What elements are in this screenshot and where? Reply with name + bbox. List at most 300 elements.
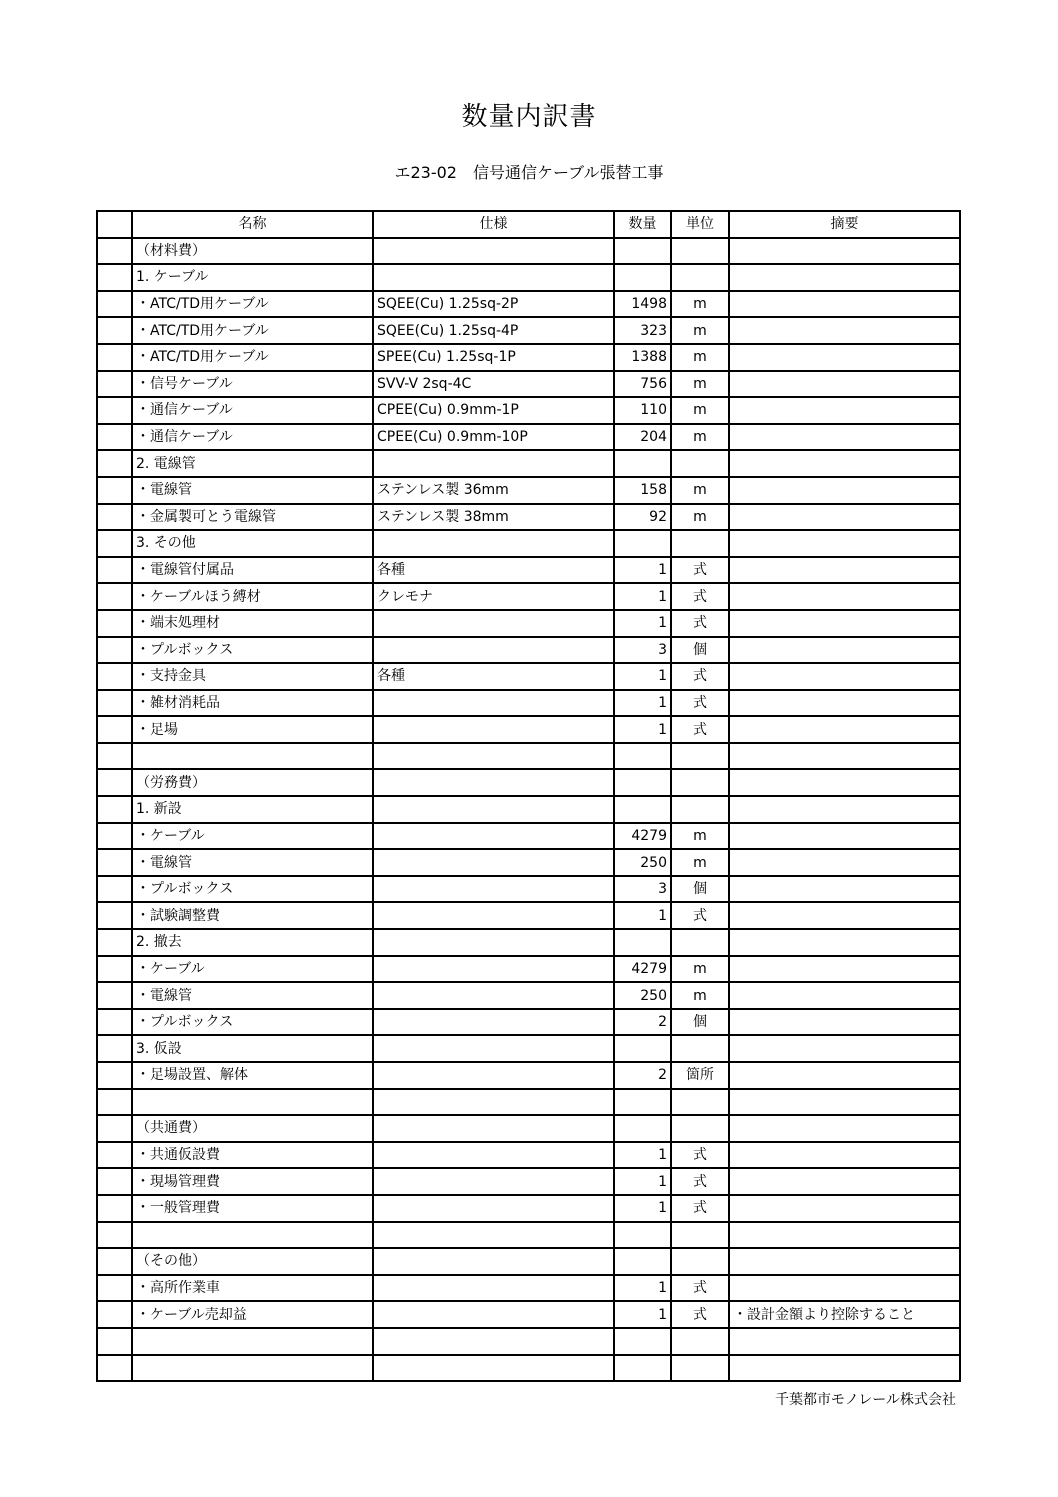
document-subtitle: エ23-02 信号通信ケーブル張替工事 — [394, 163, 664, 182]
item-quantity-cell — [614, 743, 671, 770]
item-name-cell: ・一般管理費 — [132, 1195, 373, 1222]
quantity-table — [96, 210, 961, 1382]
table-row — [97, 1168, 960, 1195]
item-spec-cell — [373, 743, 614, 770]
table-row — [97, 849, 960, 876]
row-index-cell — [97, 264, 132, 291]
item-note-cell — [729, 982, 960, 1009]
table-row — [97, 743, 960, 770]
table-row — [97, 1062, 960, 1089]
item-quantity-cell: 1 — [614, 610, 671, 637]
table-row — [97, 769, 960, 796]
item-unit-cell: m — [671, 291, 729, 318]
item-note-cell — [729, 450, 960, 477]
item-unit-cell: 式 — [671, 1195, 729, 1222]
table-row — [97, 690, 960, 717]
item-name-cell: ・ケーブル — [132, 823, 373, 850]
item-note-cell — [729, 690, 960, 717]
item-unit-cell: m — [671, 849, 729, 876]
item-quantity-cell: 1498 — [614, 291, 671, 318]
item-name-cell: 2. 電線管 — [132, 450, 373, 477]
item-note-cell — [729, 743, 960, 770]
document-title: 数量内訳書 — [461, 102, 597, 132]
item-quantity-cell — [614, 450, 671, 477]
table-body — [97, 238, 960, 1382]
row-index-cell — [97, 902, 132, 929]
table-row — [97, 1222, 960, 1249]
item-spec-cell: 各種 — [373, 663, 614, 690]
item-quantity-cell: 1 — [614, 1142, 671, 1169]
row-index-cell — [97, 1168, 132, 1195]
item-spec-cell — [373, 956, 614, 983]
table-row — [97, 929, 960, 956]
item-quantity-cell — [614, 1328, 671, 1355]
table-row — [97, 238, 960, 265]
table-row — [97, 424, 960, 451]
item-note-cell — [729, 929, 960, 956]
row-index-cell — [97, 663, 132, 690]
item-spec-cell — [373, 876, 614, 903]
row-index-cell — [97, 1275, 132, 1302]
item-unit-cell: 式 — [671, 1275, 729, 1302]
item-spec-cell — [373, 530, 614, 557]
item-note-cell — [729, 1355, 960, 1382]
item-name-cell: ・足場設置、解体 — [132, 1062, 373, 1089]
item-quantity-cell — [614, 530, 671, 557]
item-unit-cell — [671, 450, 729, 477]
table-row — [97, 823, 960, 850]
item-note-cell: ・設計金額より控除すること — [729, 1301, 960, 1328]
item-quantity-cell — [614, 1222, 671, 1249]
item-spec-cell — [373, 982, 614, 1009]
item-spec-cell — [373, 716, 614, 743]
item-name-cell: （共通費） — [132, 1115, 373, 1142]
item-unit-cell — [671, 743, 729, 770]
item-unit-cell: 式 — [671, 1168, 729, 1195]
item-unit-cell: m — [671, 397, 729, 424]
row-index-cell — [97, 238, 132, 265]
row-index-cell — [97, 876, 132, 903]
item-note-cell — [729, 716, 960, 743]
item-spec-cell — [373, 1275, 614, 1302]
table-row — [97, 982, 960, 1009]
item-unit-cell: m — [671, 317, 729, 344]
item-unit-cell — [671, 769, 729, 796]
item-quantity-cell: 323 — [614, 317, 671, 344]
item-note-cell — [729, 823, 960, 850]
row-index-cell — [97, 1301, 132, 1328]
item-quantity-cell: 250 — [614, 849, 671, 876]
row-index-cell — [97, 557, 132, 584]
item-unit-cell: m — [671, 823, 729, 850]
item-spec-cell — [373, 1248, 614, 1275]
item-note-cell — [729, 1195, 960, 1222]
table-row — [97, 530, 960, 557]
item-note-cell — [729, 371, 960, 398]
item-unit-cell — [671, 238, 729, 265]
item-note-cell — [729, 317, 960, 344]
item-note-cell — [729, 344, 960, 371]
item-unit-cell: 式 — [671, 583, 729, 610]
item-spec-cell — [373, 690, 614, 717]
item-spec-cell: ステンレス製 36mm — [373, 477, 614, 504]
item-name-cell: 1. ケーブル — [132, 264, 373, 291]
item-quantity-cell: 1 — [614, 557, 671, 584]
item-name-cell: ・プルボックス — [132, 637, 373, 664]
item-quantity-cell: 1 — [614, 690, 671, 717]
item-name-cell: ・端末処理材 — [132, 610, 373, 637]
item-spec-cell: CPEE(Cu) 0.9mm-1P — [373, 397, 614, 424]
table-row — [97, 371, 960, 398]
table-row — [97, 1328, 960, 1355]
row-index-cell — [97, 1035, 132, 1062]
item-spec-cell — [373, 1062, 614, 1089]
item-spec-cell: SVV-V 2sq-4C — [373, 371, 614, 398]
item-spec-cell — [373, 1328, 614, 1355]
item-unit-cell: 式 — [671, 690, 729, 717]
item-name-cell: ・支持金具 — [132, 663, 373, 690]
item-spec-cell — [373, 902, 614, 929]
item-name-cell: ・ケーブル — [132, 956, 373, 983]
item-name-cell: 1. 新設 — [132, 796, 373, 823]
row-index-cell — [97, 716, 132, 743]
table-row — [97, 1275, 960, 1302]
row-index-cell — [97, 583, 132, 610]
item-unit-cell: m — [671, 956, 729, 983]
item-spec-cell: SQEE(Cu) 1.25sq-2P — [373, 291, 614, 318]
item-unit-cell: 式 — [671, 1301, 729, 1328]
table-row — [97, 450, 960, 477]
table-row — [97, 557, 960, 584]
item-spec-cell: CPEE(Cu) 0.9mm-10P — [373, 424, 614, 451]
row-index-cell — [97, 1355, 132, 1382]
item-quantity-cell: 4279 — [614, 956, 671, 983]
item-unit-cell — [671, 1248, 729, 1275]
item-unit-cell — [671, 796, 729, 823]
item-note-cell — [729, 1275, 960, 1302]
item-note-cell — [729, 876, 960, 903]
item-unit-cell — [671, 264, 729, 291]
item-name-cell — [132, 743, 373, 770]
item-quantity-cell: 1 — [614, 1301, 671, 1328]
item-quantity-cell — [614, 929, 671, 956]
row-index-cell — [97, 397, 132, 424]
item-spec-cell — [373, 1089, 614, 1116]
item-quantity-cell — [614, 1035, 671, 1062]
item-note-cell — [729, 1062, 960, 1089]
item-unit-cell: m — [671, 504, 729, 531]
row-index-cell — [97, 849, 132, 876]
item-note-cell — [729, 610, 960, 637]
item-quantity-cell: 110 — [614, 397, 671, 424]
item-name-cell: ・電線管付属品 — [132, 557, 373, 584]
row-index-cell — [97, 769, 132, 796]
item-name-cell: ・ケーブルほう縛材 — [132, 583, 373, 610]
item-note-cell — [729, 397, 960, 424]
table-row — [97, 796, 960, 823]
item-quantity-cell: 204 — [614, 424, 671, 451]
item-unit-cell: m — [671, 344, 729, 371]
row-index-cell — [97, 743, 132, 770]
row-index-cell — [97, 317, 132, 344]
item-name-cell: ・試験調整費 — [132, 902, 373, 929]
item-note-cell — [729, 849, 960, 876]
table-row — [97, 397, 960, 424]
table-row — [97, 317, 960, 344]
row-index-cell — [97, 823, 132, 850]
item-name-cell: ・雑材消耗品 — [132, 690, 373, 717]
header-index — [97, 211, 132, 238]
item-quantity-cell — [614, 796, 671, 823]
item-name-cell: ・プルボックス — [132, 1009, 373, 1036]
item-name-cell: ・信号ケーブル — [132, 371, 373, 398]
row-index-cell — [97, 1009, 132, 1036]
item-spec-cell — [373, 1195, 614, 1222]
item-name-cell: ・共通仮設費 — [132, 1142, 373, 1169]
item-unit-cell — [671, 1115, 729, 1142]
item-note-cell — [729, 1328, 960, 1355]
table-row — [97, 1089, 960, 1116]
item-unit-cell: m — [671, 982, 729, 1009]
item-note-cell — [729, 1222, 960, 1249]
item-note-cell — [729, 291, 960, 318]
item-spec-cell: ステンレス製 38mm — [373, 504, 614, 531]
item-spec-cell: SPEE(Cu) 1.25sq-1P — [373, 344, 614, 371]
item-name-cell: ・プルボックス — [132, 876, 373, 903]
item-name-cell: ・通信ケーブル — [132, 424, 373, 451]
item-unit-cell: 箇所 — [671, 1062, 729, 1089]
row-index-cell — [97, 956, 132, 983]
table-row — [97, 902, 960, 929]
item-unit-cell: m — [671, 371, 729, 398]
row-index-cell — [97, 450, 132, 477]
item-unit-cell: 式 — [671, 557, 729, 584]
row-index-cell — [97, 1222, 132, 1249]
item-note-cell — [729, 557, 960, 584]
table-row — [97, 637, 960, 664]
item-spec-cell — [373, 1115, 614, 1142]
row-index-cell — [97, 796, 132, 823]
item-note-cell — [729, 663, 960, 690]
item-unit-cell: 式 — [671, 663, 729, 690]
item-quantity-cell — [614, 1248, 671, 1275]
item-note-cell — [729, 637, 960, 664]
item-name-cell: 3. 仮設 — [132, 1035, 373, 1062]
item-name-cell: ・電線管 — [132, 982, 373, 1009]
header-spec: 仕様 — [373, 211, 614, 238]
item-unit-cell: m — [671, 477, 729, 504]
table-row — [97, 610, 960, 637]
item-name-cell: ・ATC/TD用ケーブル — [132, 344, 373, 371]
row-index-cell — [97, 1062, 132, 1089]
table-row — [97, 956, 960, 983]
item-note-cell — [729, 504, 960, 531]
table-row — [97, 1035, 960, 1062]
item-spec-cell: SQEE(Cu) 1.25sq-4P — [373, 317, 614, 344]
table-row — [97, 264, 960, 291]
item-quantity-cell — [614, 264, 671, 291]
row-index-cell — [97, 690, 132, 717]
item-quantity-cell: 158 — [614, 477, 671, 504]
item-note-cell — [729, 530, 960, 557]
item-quantity-cell: 250 — [614, 982, 671, 1009]
company-name: 千葉都市モノレール株式会社 — [774, 1392, 956, 1408]
item-quantity-cell: 3 — [614, 876, 671, 903]
row-index-cell — [97, 982, 132, 1009]
table-row — [97, 291, 960, 318]
table-row — [97, 1195, 960, 1222]
item-spec-cell — [373, 238, 614, 265]
item-note-cell — [729, 769, 960, 796]
item-quantity-cell: 1 — [614, 1168, 671, 1195]
item-spec-cell — [373, 769, 614, 796]
item-unit-cell — [671, 1328, 729, 1355]
table-row — [97, 1115, 960, 1142]
row-index-cell — [97, 504, 132, 531]
item-spec-cell — [373, 929, 614, 956]
row-index-cell — [97, 610, 132, 637]
row-index-cell — [97, 929, 132, 956]
item-name-cell: ・電線管 — [132, 477, 373, 504]
item-quantity-cell: 1388 — [614, 344, 671, 371]
item-name-cell: （その他） — [132, 1248, 373, 1275]
item-quantity-cell: 1 — [614, 716, 671, 743]
item-spec-cell — [373, 1035, 614, 1062]
row-index-cell — [97, 530, 132, 557]
header-note: 摘要 — [729, 211, 960, 238]
table-row — [97, 1355, 960, 1382]
row-index-cell — [97, 1142, 132, 1169]
item-quantity-cell: 3 — [614, 637, 671, 664]
item-note-cell — [729, 1142, 960, 1169]
item-name-cell — [132, 1222, 373, 1249]
item-unit-cell — [671, 1222, 729, 1249]
item-quantity-cell: 756 — [614, 371, 671, 398]
table-header-row — [97, 211, 960, 238]
item-quantity-cell: 4279 — [614, 823, 671, 850]
item-quantity-cell — [614, 769, 671, 796]
item-name-cell: （材料費） — [132, 238, 373, 265]
item-unit-cell — [671, 530, 729, 557]
item-note-cell — [729, 1035, 960, 1062]
item-spec-cell — [373, 1301, 614, 1328]
item-spec-cell: 各種 — [373, 557, 614, 584]
item-unit-cell: 式 — [671, 902, 729, 929]
item-quantity-cell: 1 — [614, 663, 671, 690]
item-spec-cell — [373, 1222, 614, 1249]
item-quantity-cell — [614, 238, 671, 265]
table-row — [97, 876, 960, 903]
item-unit-cell — [671, 1355, 729, 1382]
row-index-cell — [97, 291, 132, 318]
item-spec-cell — [373, 1009, 614, 1036]
item-spec-cell: クレモナ — [373, 583, 614, 610]
item-spec-cell — [373, 1142, 614, 1169]
row-index-cell — [97, 371, 132, 398]
item-unit-cell: m — [671, 424, 729, 451]
item-note-cell — [729, 902, 960, 929]
table-row — [97, 1248, 960, 1275]
table-row — [97, 504, 960, 531]
item-quantity-cell — [614, 1089, 671, 1116]
item-note-cell — [729, 1009, 960, 1036]
item-spec-cell — [373, 450, 614, 477]
item-quantity-cell: 1 — [614, 902, 671, 929]
row-index-cell — [97, 1089, 132, 1116]
table-row — [97, 344, 960, 371]
row-index-cell — [97, 1195, 132, 1222]
item-name-cell: ・ケーブル売却益 — [132, 1301, 373, 1328]
item-unit-cell — [671, 1089, 729, 1116]
item-name-cell — [132, 1355, 373, 1382]
item-unit-cell: 式 — [671, 610, 729, 637]
item-unit-cell — [671, 1035, 729, 1062]
header-unit: 単位 — [671, 211, 729, 238]
item-quantity-cell — [614, 1115, 671, 1142]
table-row — [97, 1301, 960, 1328]
item-unit-cell: 個 — [671, 637, 729, 664]
row-index-cell — [97, 344, 132, 371]
item-name-cell: ・通信ケーブル — [132, 397, 373, 424]
item-unit-cell: 式 — [671, 716, 729, 743]
item-quantity-cell: 1 — [614, 1275, 671, 1302]
row-index-cell — [97, 637, 132, 664]
item-note-cell — [729, 1089, 960, 1116]
item-name-cell: 2. 撤去 — [132, 929, 373, 956]
item-note-cell — [729, 1168, 960, 1195]
item-name-cell — [132, 1089, 373, 1116]
item-spec-cell — [373, 1355, 614, 1382]
item-name-cell: ・金属製可とう電線管 — [132, 504, 373, 531]
item-note-cell — [729, 796, 960, 823]
item-unit-cell — [671, 929, 729, 956]
item-unit-cell: 式 — [671, 1142, 729, 1169]
item-spec-cell — [373, 1168, 614, 1195]
header-quantity: 数量 — [614, 211, 671, 238]
item-note-cell — [729, 424, 960, 451]
item-name-cell: ・ATC/TD用ケーブル — [132, 317, 373, 344]
item-quantity-cell: 2 — [614, 1009, 671, 1036]
item-spec-cell — [373, 796, 614, 823]
item-spec-cell — [373, 264, 614, 291]
item-spec-cell — [373, 849, 614, 876]
item-quantity-cell: 2 — [614, 1062, 671, 1089]
item-spec-cell — [373, 637, 614, 664]
item-unit-cell: 個 — [671, 876, 729, 903]
item-name-cell: ・高所作業車 — [132, 1275, 373, 1302]
item-name-cell — [132, 1328, 373, 1355]
item-quantity-cell: 1 — [614, 583, 671, 610]
item-quantity-cell — [614, 1355, 671, 1382]
item-unit-cell: 個 — [671, 1009, 729, 1036]
item-name-cell: ・電線管 — [132, 849, 373, 876]
item-name-cell: ・ATC/TD用ケーブル — [132, 291, 373, 318]
item-note-cell — [729, 1248, 960, 1275]
item-spec-cell — [373, 610, 614, 637]
row-index-cell — [97, 1248, 132, 1275]
row-index-cell — [97, 424, 132, 451]
item-quantity-cell: 1 — [614, 1195, 671, 1222]
table-row — [97, 583, 960, 610]
item-note-cell — [729, 1115, 960, 1142]
table-row — [97, 716, 960, 743]
item-name-cell: 3. その他 — [132, 530, 373, 557]
table-row — [97, 477, 960, 504]
item-name-cell: （労務費） — [132, 769, 373, 796]
table-row — [97, 1142, 960, 1169]
item-note-cell — [729, 956, 960, 983]
table-row — [97, 663, 960, 690]
